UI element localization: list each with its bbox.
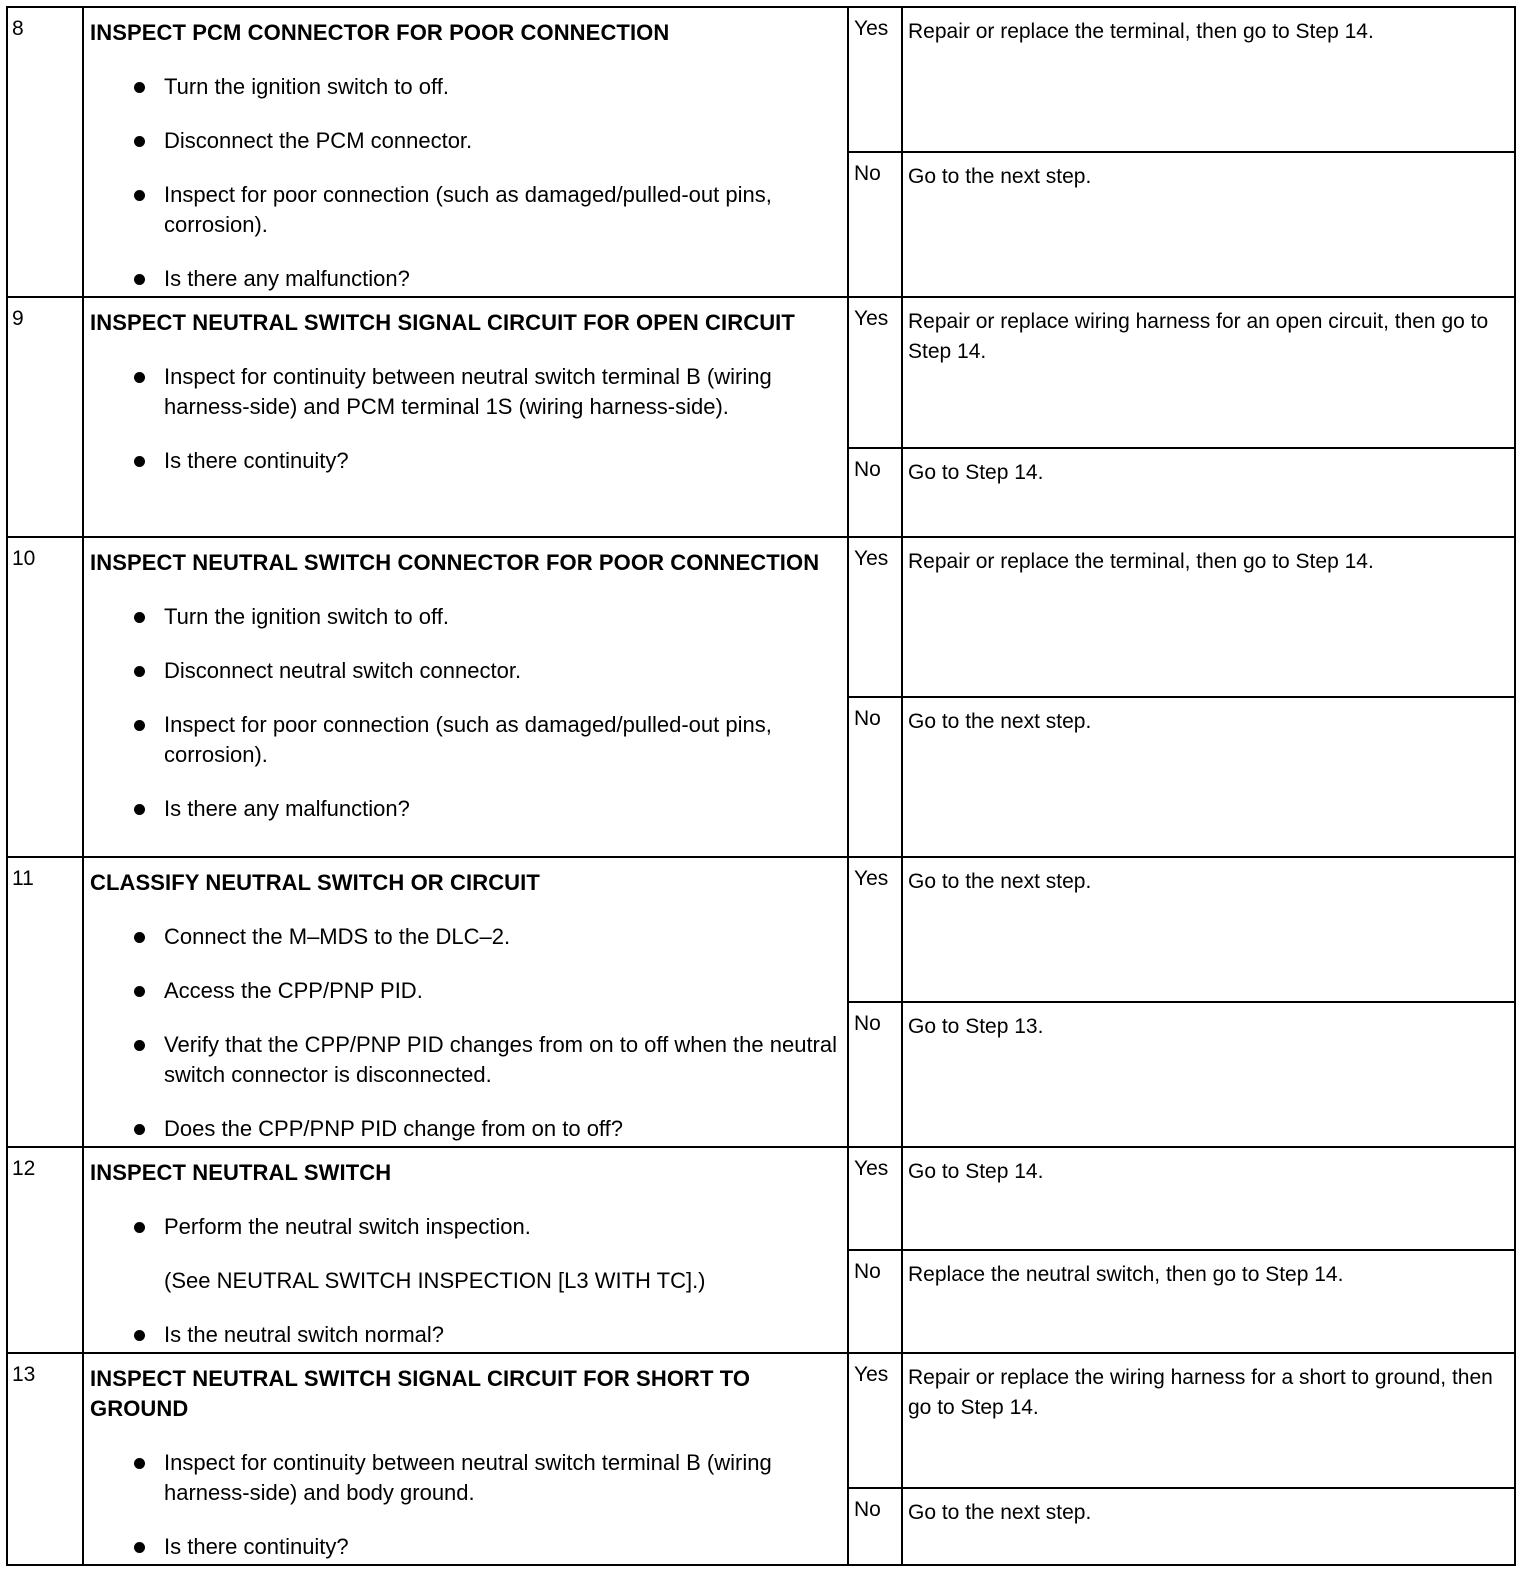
troubleshooting-document xyxy=(6,6,1514,1576)
yes-label: Yes xyxy=(848,297,902,448)
yes-result: Repair or replace the terminal, then go to Step 14. xyxy=(902,7,1515,152)
step-row-13-yes xyxy=(7,1353,1515,1488)
step-number: 13 xyxy=(7,1353,83,1565)
step-row-11-yes xyxy=(7,857,1515,1002)
step-instructions xyxy=(90,602,839,824)
instruction-item: Connect the M–MDS to the DLC–2. xyxy=(90,922,839,952)
step-row-10-yes xyxy=(7,537,1515,697)
instruction-item: Verify that the CPP/PNP PID changes from on to off when the neutral switch connector is disconnected. xyxy=(90,1030,839,1090)
instruction-item: Does the CPP/PNP PID change from on to off? xyxy=(90,1114,839,1144)
no-label: No xyxy=(848,448,902,537)
instruction-item: Inspect for continuity between neutral switch terminal B (wiring harness-side) and PCM terminal 1S (wiring harness-side). xyxy=(90,362,839,422)
step-action-cell xyxy=(83,1147,848,1353)
instruction-item: Access the CPP/PNP PID. xyxy=(90,976,839,1006)
no-result: Replace the neutral switch, then go to Step 14. xyxy=(902,1250,1515,1353)
yes-result: Repair or replace the terminal, then go to Step 14. xyxy=(902,537,1515,697)
step-instructions xyxy=(90,362,839,476)
step-title: INSPECT NEUTRAL SWITCH SIGNAL CIRCUIT FOR OPEN CIRCUIT xyxy=(90,310,795,335)
yes-result: Repair or replace wiring harness for an open circuit, then go to Step 14. xyxy=(902,297,1515,448)
no-result: Go to the next step. xyxy=(902,697,1515,857)
yes-result: Go to the next step. xyxy=(902,857,1515,1002)
step-action-cell xyxy=(83,537,848,857)
no-label: No xyxy=(848,152,902,297)
no-result: Go to the next step. xyxy=(902,1488,1515,1565)
yes-label: Yes xyxy=(848,1353,902,1488)
step-number: 12 xyxy=(7,1147,83,1353)
instruction-item: Is there any malfunction? xyxy=(90,794,839,824)
yes-label: Yes xyxy=(848,7,902,152)
instruction-reference: (See NEUTRAL SWITCH INSPECTION [L3 WITH TC].) xyxy=(164,1268,706,1293)
diagnostic-steps-table xyxy=(6,6,1516,1566)
yes-label: Yes xyxy=(848,857,902,1002)
step-title: INSPECT PCM CONNECTOR FOR POOR CONNECTION xyxy=(90,20,670,45)
no-result: Go to the next step. xyxy=(902,152,1515,297)
no-label: No xyxy=(848,1002,902,1147)
instruction-item: Turn the ignition switch to off. xyxy=(90,72,839,102)
step-action-cell xyxy=(83,297,848,537)
instruction-item: Disconnect the PCM connector. xyxy=(90,126,839,156)
instruction-item: Inspect for poor connection (such as damaged/pulled-out pins, corrosion). xyxy=(90,710,839,770)
no-result: Go to Step 13. xyxy=(902,1002,1515,1147)
instruction-item: Is the neutral switch normal? xyxy=(90,1320,839,1350)
step-title: INSPECT NEUTRAL SWITCH SIGNAL CIRCUIT FOR SHORT TO GROUND xyxy=(90,1366,751,1421)
instruction-item: Inspect for poor connection (such as damaged/pulled-out pins, corrosion). xyxy=(90,180,839,240)
step-instructions xyxy=(90,1448,839,1562)
no-label: No xyxy=(848,1488,902,1565)
step-instructions xyxy=(90,1212,839,1350)
step-action-cell xyxy=(83,1353,848,1565)
step-number: 10 xyxy=(7,537,83,857)
yes-result: Repair or replace the wiring harness for a short to ground, then go to Step 14. xyxy=(902,1353,1515,1488)
step-number: 8 xyxy=(7,7,83,297)
step-row-8-yes xyxy=(7,7,1515,152)
yes-label: Yes xyxy=(848,1147,902,1250)
instruction-item: Is there any malfunction? xyxy=(90,264,839,294)
instruction-item: Inspect for continuity between neutral switch terminal B (wiring harness-side) and body ground. xyxy=(90,1448,839,1508)
no-label: No xyxy=(848,697,902,857)
step-row-9-yes xyxy=(7,297,1515,448)
instruction-item: Disconnect neutral switch connector. xyxy=(90,656,839,686)
instruction-item: Turn the ignition switch to off. xyxy=(90,602,839,632)
instruction-item: Is there continuity? xyxy=(90,446,839,476)
step-action-cell xyxy=(83,7,848,297)
step-title: INSPECT NEUTRAL SWITCH xyxy=(90,1160,392,1185)
step-instructions xyxy=(90,922,839,1144)
no-result: Go to Step 14. xyxy=(902,448,1515,537)
step-title: INSPECT NEUTRAL SWITCH CONNECTOR FOR POOR CONNECTION xyxy=(90,550,820,575)
no-label: No xyxy=(848,1250,902,1353)
yes-result: Go to Step 14. xyxy=(902,1147,1515,1250)
instruction-item: Perform the neutral switch inspection. xyxy=(90,1212,839,1242)
step-number: 11 xyxy=(7,857,83,1147)
yes-label: Yes xyxy=(848,537,902,697)
step-action-cell xyxy=(83,857,848,1147)
step-row-12-yes xyxy=(7,1147,1515,1250)
step-title: CLASSIFY NEUTRAL SWITCH OR CIRCUIT xyxy=(90,870,540,895)
step-number: 9 xyxy=(7,297,83,537)
instruction-item: Is there continuity? xyxy=(90,1532,839,1562)
step-instructions xyxy=(90,72,839,294)
